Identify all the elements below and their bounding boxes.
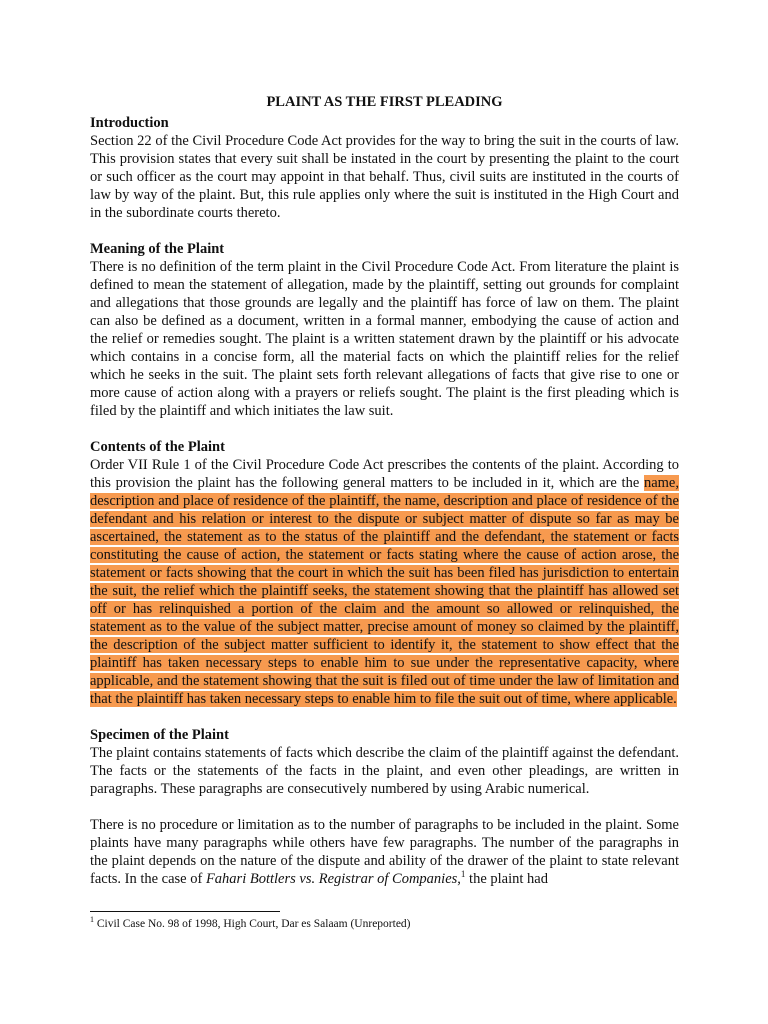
paragraph-spacer	[90, 798, 679, 816]
paragraph-introduction: Section 22 of the Civil Procedure Code Act provides for the way to bring the suit in the courts of law. This provision states that every suit shall be instated in the court by presenting the plaint to the court or such officer as the court may appoint in that behalf. Thus, civil suits are instituted in the courts of law by way of the plaint. But, this rule applies only where the suit is instituted in the High Court and in the subordinate courts thereto.	[90, 133, 679, 221]
paragraph-meaning: There is no definition of the term plaint in the Civil Procedure Code Act. From literature the plaint is defined to mean the statement of allegation, made by the plaintiff, setting out grounds for complaint and allegations that those grounds are legally and the plaintiff has force of law on them. The plaint can also be defined as a document, written in a formal manner, embodying the cause of action and the relief or remedies sought. The plaint is a written statement drawn by the plaintiff or his advocate which contains in a concise form, all the material facts on which the plaintiff relies for the relief which he seeks in the suit. The plaint sets forth relevant allegations of facts that give rise to one or more cause of action along with a prayers or reliefs sought. The plaint is the first pleading which is filed by the plaintiff and which initiates the law suit.	[90, 259, 679, 419]
document-body	[90, 93, 679, 888]
paragraph-text-continued: the plaint had	[465, 871, 548, 887]
contents-text: Order VII Rule 1 of the Civil Procedure Code Act prescribes the contents of the plaint. According to this provision the plaint has the following general matters to be included in it, which are the	[90, 457, 679, 491]
paragraph-spacer	[90, 420, 679, 438]
footnote-number: 1	[90, 915, 94, 925]
paragraph-spacer	[90, 222, 679, 240]
case-name: Fahari Bottlers vs. Registrar of Companies	[205, 871, 458, 887]
footnote-reference: 1	[460, 869, 466, 880]
heading-specimen: Specimen of the Plaint	[90, 727, 229, 743]
paragraph-contents	[90, 456, 679, 708]
footnote-text: Civil Case No. 98 of 1998, High Court, Dar es Salaam (Unreported)	[94, 918, 411, 930]
footnote	[90, 917, 679, 931]
heading-contents: Contents of the Plaint	[90, 439, 225, 455]
paragraph-text: There is no procedure or limitation as to the number of paragraphs to be included in the plaint. Some plaints have many paragraphs while others have few paragraphs. The number of the paragraphs in the plaint depends on the nature of the dispute and ability of the drawer of the plaint to state relevant facts. In the case of	[90, 817, 679, 887]
heading-meaning: Meaning of the Plaint	[90, 241, 225, 257]
paragraph-spacer	[90, 708, 679, 726]
document-title: PLAINT AS THE FIRST PLEADING	[266, 94, 503, 110]
footnote-divider	[90, 911, 280, 912]
paragraph-specimen: The plaint contains statements of facts which describe the claim of the plaintiff against the defendant. The facts or the statements of the facts in the plaint, and even other pleadings, are written in paragraphs. These paragraphs are consecutively numbered by using Arabic numerical.	[90, 745, 679, 797]
paragraph-paragraph-count: There is no procedure or limitation as to the number of paragraphs to be included in the plaint. Some plaints have many paragraphs while others have few paragraphs. The number of the paragraphs in the plaint depends on the nature of the dispute and ability of the drawer of the plaint to state relevant facts. In the case of Fahari Bottlers vs. Registrar of Companies,$^1$ the plaint had	[90, 817, 679, 887]
highlighted-text: name, description and place of residence of the plaintiff, the name, description and place of residence of the defendant and his relation or interest to the dispute or subject matter of dispute so far as may be ascertained, the statement as to the status of the plaintiff and the defendant, the statement or facts constituting the cause of action, the statement or facts stating where the cause of action arose, the statement or facts showing that the court in which the suit has been filed has jurisdiction to entertain the suit, the relief which the plaintiff seeks, the statement showing that the plaintiff has allowed set off or has relinquished a portion of the claim and the amount so allowed or relinquished, the statement as to the value of the subject matter, precise amount of money so claimed by the plaintiff, the description of the subject matter sufficient to identify it, the statement to show effect that the plaintiff has taken necessary steps to enable him to sue under the representative capacity, where applicable, and the statement showing that the suit is filed out of time under the law of limitation and that the plaintiff has taken necessary steps to enable him to file the suit out of time, where applicable.	[90, 475, 679, 707]
heading-introduction: Introduction	[90, 115, 169, 131]
